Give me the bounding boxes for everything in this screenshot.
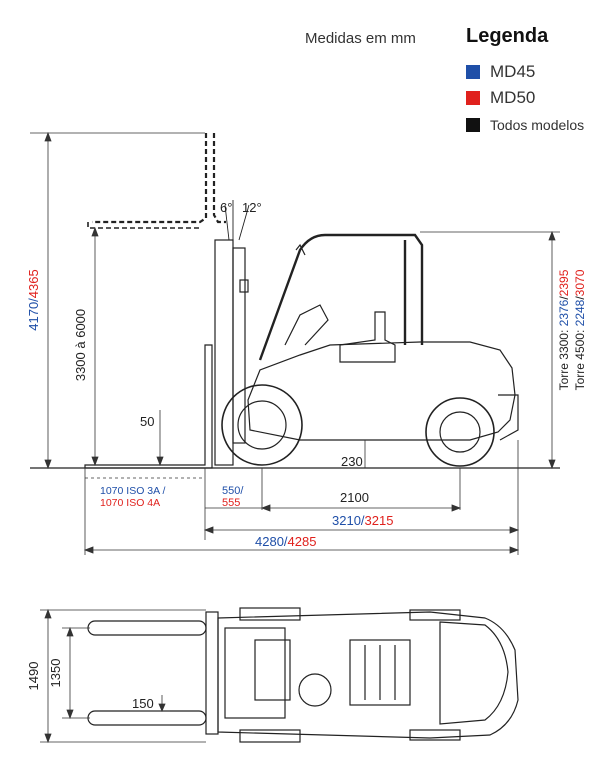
top-rear-wheel-right	[410, 730, 460, 740]
top-view-drawing	[88, 608, 518, 742]
steering-column	[285, 305, 328, 345]
legend-title: Legenda	[466, 25, 549, 47]
label-fork-spread: 1350	[48, 658, 63, 688]
legend-label-md45: MD45	[490, 62, 536, 81]
label-front-overhang-md50: 555	[222, 497, 241, 509]
rear-wheel-hub	[440, 412, 480, 452]
label-fork-width: 150	[132, 696, 154, 711]
label-ground-clearance: 230	[341, 454, 363, 469]
label-lift-height: 3300 à 6000	[73, 308, 88, 382]
label-wheelbase: 2100	[340, 490, 369, 505]
legend-label-md50: MD50	[490, 88, 536, 107]
label-overall-height-md45: 4170	[26, 301, 41, 331]
label-length-to-fork-face: 3210/3215	[332, 513, 394, 528]
overhead-guard	[260, 235, 422, 360]
label-tilt-forward: 6°	[220, 200, 233, 215]
top-front-wheel-left	[240, 608, 300, 620]
label-mast-height-torre4500: Torre 4500: 2248/3070	[573, 269, 587, 391]
top-counterweight	[440, 622, 508, 724]
front-wheel	[222, 385, 302, 465]
label-overall-length: 4280/4285	[255, 534, 317, 549]
top-carriage	[206, 612, 218, 734]
units-label: Medidas em mm	[305, 30, 416, 47]
rear-bumper	[498, 395, 518, 440]
label-overall-width: 1490	[26, 661, 41, 691]
legend-label-all: Todos modelos	[490, 117, 585, 133]
top-truck-body	[218, 612, 518, 738]
label-free-lift: 50	[140, 414, 155, 429]
mast	[215, 240, 233, 465]
top-front-wheel-right	[240, 730, 300, 742]
top-fork-left	[88, 621, 206, 635]
label-tilt-back: 12°	[242, 200, 262, 215]
label-overall-height-md50: 4365	[26, 269, 41, 299]
label-front-overhang-md45: 550/	[222, 485, 244, 497]
label-overall-height: 4170/4365	[26, 269, 41, 331]
fork	[85, 345, 212, 468]
top-fork-right	[88, 711, 206, 725]
rear-wheel	[426, 398, 494, 466]
label-mast-height-torre3300: Torre 3300: 2376/2395	[557, 269, 571, 391]
label-fork-length-md50: 1070 ISO 4A	[100, 497, 161, 509]
top-steering-wheel	[299, 674, 331, 706]
truck-body	[248, 342, 515, 440]
seat	[340, 312, 395, 362]
inner-mast	[233, 248, 245, 443]
raised-carriage-outline	[92, 133, 206, 222]
label-fork-length-md45: 1070 ISO 3A /	[100, 485, 166, 497]
